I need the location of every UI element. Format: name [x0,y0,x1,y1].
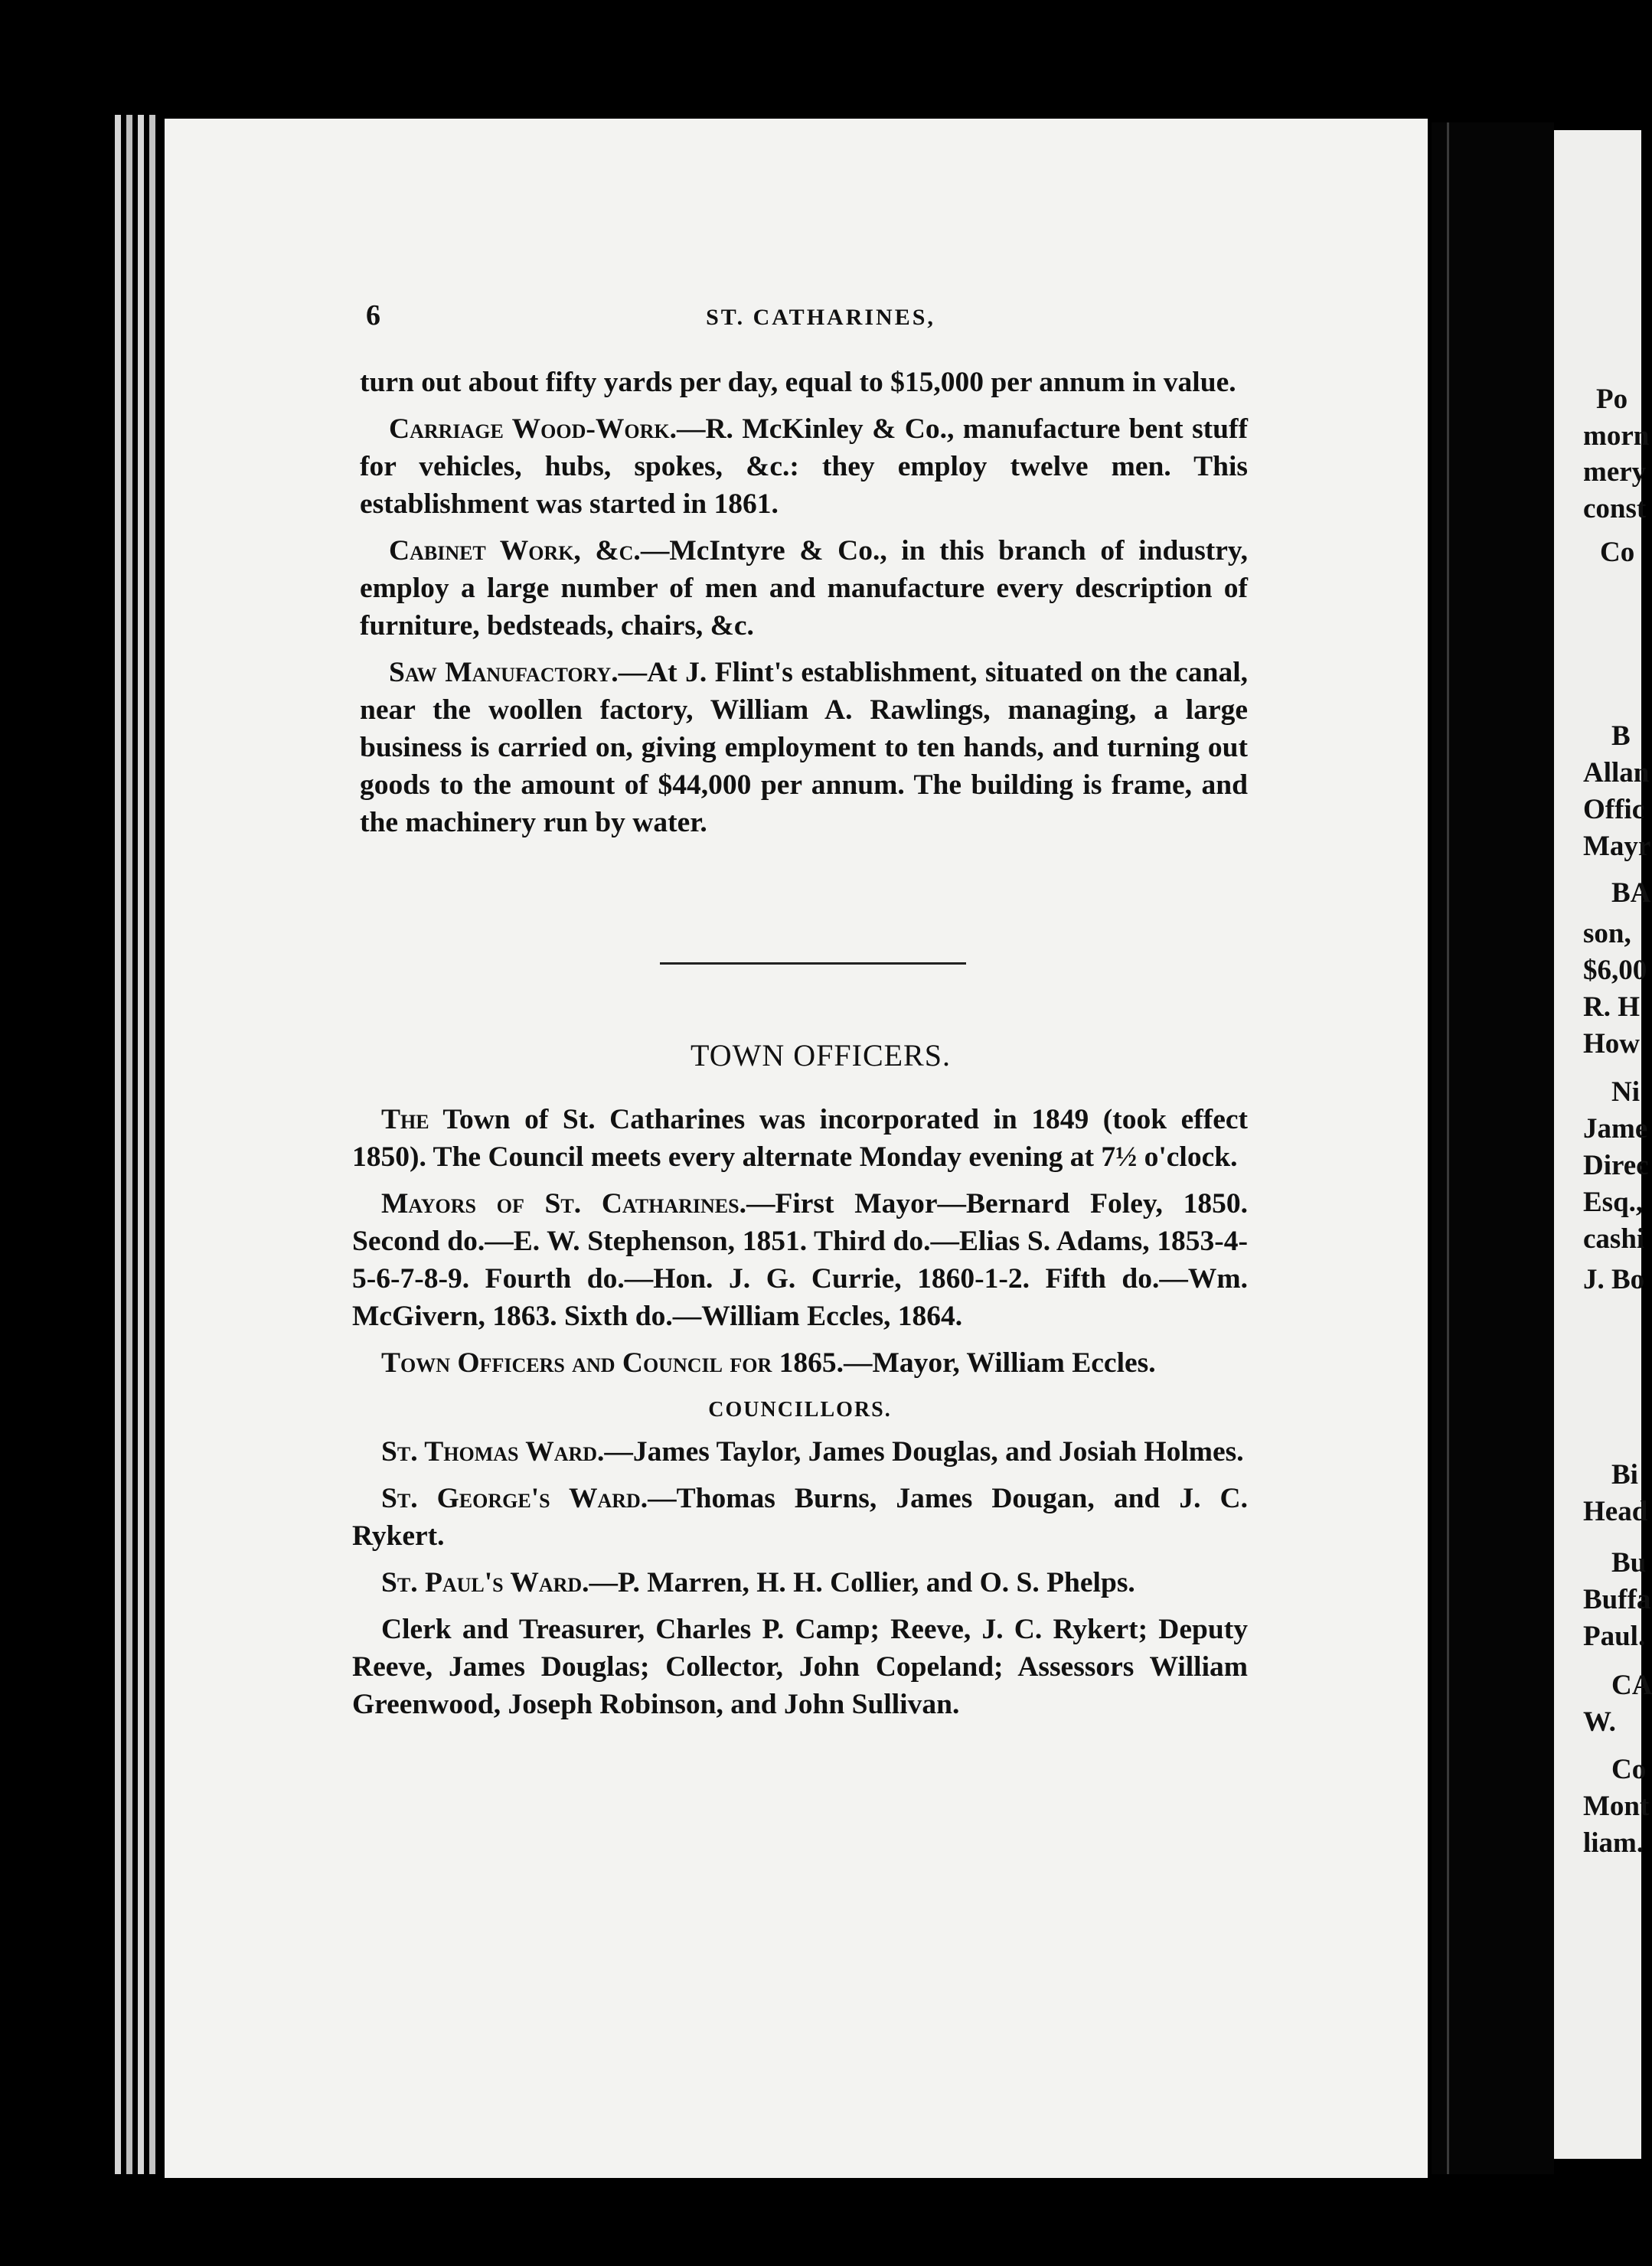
right-fragment: Esq., [1583,1187,1644,1218]
paragraph-st-georges-ward [352,1480,1248,1555]
councillors-heading: COUNCILLORS. [708,1398,892,1422]
right-fragment: Po [1596,384,1628,415]
right-fragment: Direc [1583,1150,1649,1181]
paragraph-text: —McIntyre & Co., in this branch of industry, employ a large number of men and manufacture every description of furniture, bedsteads, chairs, &c. [360,535,1248,642]
right-fragment: Offic [1583,794,1645,825]
right-fragment: mery [1583,456,1647,488]
paragraph-text: 1865.—Mayor, William Eccles. [772,1347,1156,1379]
page-number: 6 [366,299,380,331]
right-fragment: Head [1583,1496,1648,1527]
paragraph-text: —Thomas Burns, James Dougan, and J. C. Rykert. [352,1483,1248,1552]
right-fragment: Jame [1583,1113,1648,1144]
right-page-fragment [1554,130,1652,2159]
right-fragment: Ni [1611,1076,1640,1108]
paragraph-town-officers-1865 [352,1344,1248,1382]
paragraph-text: —First Mayor—Bernard Foley, 1850. Second do.—E. W. Stephenson, 1851. Third do.—Elias S. Adams, 1853-4-5-6-7-8-9. Fourth do.—Hon. J. G. Currie, 1860-1-2. Fifth do.—Wm. McGivern, 1863. Sixth do.—William Eccles, 1864. [352,1188,1248,1332]
right-fragment: Buffa [1583,1584,1651,1615]
page-edge-2 [126,115,132,2174]
right-fragment: Paul. [1583,1621,1646,1652]
paragraph-st-pauls-ward [352,1564,1248,1602]
paragraph-heading: St. Paul's Ward. [381,1567,589,1598]
page-edge-3 [138,115,144,2174]
right-fragment: Bu [1611,1547,1647,1579]
right-fragment: R. H [1583,991,1640,1023]
right-fragment: Co [1600,537,1635,568]
paragraph-text: —R. McKinley & Co., manufacture bent stuff for vehicles, hubs, spokes, &c.: they employ twelve men. This establishment was started in 1861. [360,413,1248,520]
paragraph-st-thomas-ward [352,1433,1248,1471]
paragraph-mayors [352,1185,1248,1335]
right-fragment: $6,00 [1583,955,1647,986]
paragraph: turn out about fifty yards per day, equal to $15,000 per annum in value. [360,367,1236,398]
paragraph-cabinet-work [360,532,1248,645]
paragraph-heading: Mayors of St. Catharines. [381,1188,746,1220]
gutter-line [1447,122,1449,2174]
paragraph-text: —At J. Flint's establishment, situated on the canal, near the woollen factory, William A. Rawlings, managing, a large business is carried on, giving employment to ten hands, and turning out goods to the amount of $44,000 per annum. The building is frame, and the machinery run by water. [360,657,1248,838]
page-edge-4 [149,115,155,2174]
right-fragment: BA [1611,877,1651,909]
paragraph-text: —P. Marren, H. H. Collier, and O. S. Phelps. [589,1567,1135,1598]
paragraph-heading: St. Thomas Ward. [381,1436,605,1468]
paragraph-carriage-wood-work [360,410,1248,523]
paragraph-saw-manufactory [360,654,1248,841]
right-fragment: Bi [1611,1459,1638,1491]
paragraph-heading: St. George's Ward. [381,1483,648,1514]
right-fragment: cashi [1583,1223,1645,1255]
paragraph-heading: Saw Manufactory. [389,657,619,688]
right-fragment: Mont [1583,1791,1650,1822]
industries-section [360,364,1248,851]
page-edge-1 [115,115,121,2174]
paragraph-clerk-and-officers: Clerk and Treasurer, Charles P. Camp; Reeve, J. C. Rykert; Deputy Reeve, James Douglas; Collector, John Copeland; Assessors William Greenwood, Joseph Robinson, and John Sullivan. [352,1614,1248,1720]
town-officers-section [352,1101,1248,1732]
right-fragment: liam. [1583,1827,1644,1859]
right-fragment: Allan [1583,757,1650,789]
paragraph-heading: Cabinet Work, &c. [389,535,641,566]
paragraph-text: Town of St. Catharines was incorporated in 1849 (took effect 1850). The Council meets every alternate Monday evening at 7½ o'clock. [352,1104,1248,1173]
paragraph-heading: Town Officers and Council for [381,1347,772,1379]
right-fragment: const [1583,493,1647,524]
running-head: ST. CATHARINES, [706,305,935,330]
paragraph-heading: The [381,1104,429,1135]
right-fragment: W. [1583,1706,1616,1738]
right-fragment: Mayr [1583,831,1651,862]
section-heading: TOWN OFFICERS. [691,1038,951,1073]
right-fragment: morn [1583,420,1650,452]
right-fragment: son, [1583,918,1631,949]
section-divider [660,962,966,965]
paragraph-text: —James Taylor, James Douglas, and Josiah Holmes. [604,1436,1244,1468]
right-fragment: B [1611,720,1631,752]
right-fragment: How [1583,1028,1640,1060]
paragraph-heading: Carriage Wood-Work. [389,413,677,445]
right-fragment: Co [1611,1754,1647,1785]
paragraph-incorporation [352,1101,1248,1176]
right-fragment: CA [1611,1670,1652,1701]
right-fragment: J. Bo [1583,1264,1645,1295]
gutter [1432,122,1554,2174]
